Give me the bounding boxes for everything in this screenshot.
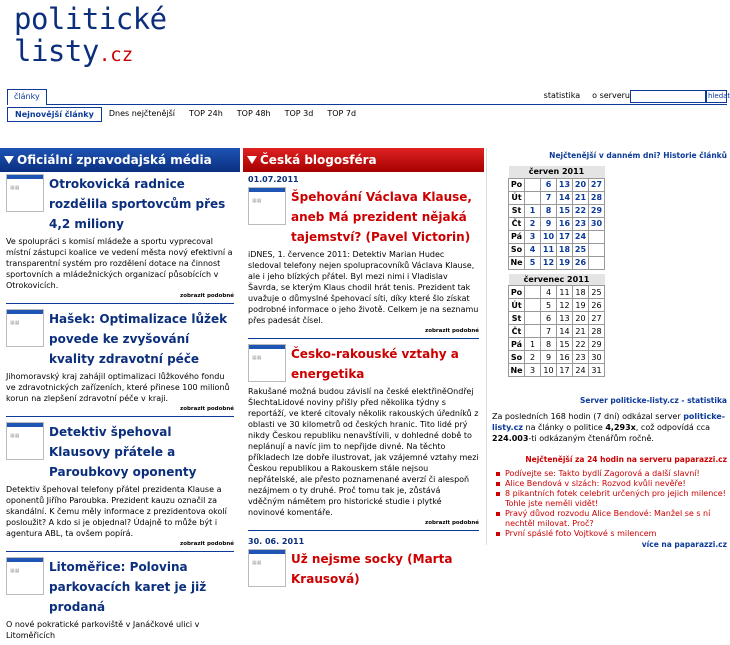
search-button[interactable]: hledat [706, 90, 727, 103]
history-link[interactable]: Nejčtenější v danném dni? Historie článků [549, 151, 727, 160]
article [6, 174, 234, 304]
blog-post [248, 344, 479, 531]
calendar-day: 23 [573, 351, 589, 364]
article-separator [6, 303, 234, 304]
article-perex: O nové pokratické parkoviště v Janáčkové ulici v Litoměřicích [6, 620, 200, 640]
article-separator [6, 551, 234, 552]
calendar-day-link[interactable]: 10 [541, 230, 557, 243]
calendar-empty-cell [525, 299, 541, 312]
calendar-july [508, 274, 605, 378]
article [6, 309, 234, 417]
calendar-day: 5 [541, 299, 557, 312]
calendar-weekday: Pá [509, 230, 525, 243]
calendar-weekday: Po [509, 178, 525, 191]
subtab-nejnovejsi[interactable]: Nejnovější články [7, 107, 102, 122]
post-separator [248, 338, 479, 339]
similar-link[interactable]: zobrazit podobné [180, 541, 234, 547]
calendar-empty-cell [589, 256, 605, 269]
blog-post [248, 536, 479, 589]
logo-tld: .cz [98, 44, 134, 66]
paparazzi-more-link[interactable]: více na paparazzi.cz [641, 540, 727, 549]
calendar-day: 11 [557, 286, 573, 299]
calendar-day: 14 [557, 325, 573, 338]
tab-clanky[interactable]: články [7, 89, 47, 105]
column-divider [486, 148, 487, 545]
calendar-weekday: Pá [509, 338, 525, 351]
calendar-day: 27 [589, 312, 605, 325]
calendar-day-link[interactable]: 7 [541, 191, 557, 204]
image-placeholder-icon: ▦▦ [10, 568, 20, 574]
calendar-day-link[interactable]: 9 [541, 217, 557, 230]
calendar-weekday: So [509, 243, 525, 256]
middle-column-heading [243, 148, 484, 172]
calendar-day: 24 [573, 364, 589, 377]
calendar-day: 21 [573, 325, 589, 338]
calendar-day-link[interactable]: 6 [541, 178, 557, 191]
calendar-day: 4 [541, 286, 557, 299]
calendar-empty-cell [525, 191, 541, 204]
paparazzi-item[interactable]: 8 pikantních fotek celebrit určených pro jejich milence! Tohle jste neměli vidět! [496, 489, 727, 509]
calendar-empty-cell [589, 230, 605, 243]
paparazzi-heading[interactable]: Nejčtenější za 24 hodin na serveru paparazzi.cz [525, 455, 727, 464]
calendar-day-link[interactable]: 15 [557, 204, 573, 217]
article-separator [6, 416, 234, 417]
calendar-day: 31 [589, 364, 605, 377]
calendar-day-link[interactable]: 22 [573, 204, 589, 217]
calendar-day: 19 [573, 299, 589, 312]
calendar-day: 12 [557, 299, 573, 312]
post-date: 01.07.2011 [248, 175, 299, 184]
paparazzi-item[interactable]: První spáslé foto Vojtkové s milencem [496, 529, 727, 539]
post-title-link[interactable]: Už nejsme socky (Marta Krausová) [291, 552, 453, 586]
calendar-weekday: Út [509, 191, 525, 204]
calendar-day-link[interactable]: 4 [525, 243, 541, 256]
post-thumbnail[interactable] [248, 549, 286, 587]
calendar-day: 25 [589, 286, 605, 299]
calendar-day-link[interactable]: 25 [573, 243, 589, 256]
article-thumbnail[interactable] [6, 174, 44, 212]
calendar-day-link[interactable]: 20 [573, 178, 589, 191]
calendar-day: 17 [557, 364, 573, 377]
calendar-day: 30 [589, 351, 605, 364]
calendar-day: 20 [573, 312, 589, 325]
calendar-day-link[interactable]: 2 [525, 217, 541, 230]
stats-text-4: -ti odkázaným čtenářům ročně. [528, 434, 654, 443]
calendar-day-link[interactable]: 30 [589, 217, 605, 230]
calendar-day-link[interactable]: 19 [557, 256, 573, 269]
post-thumbnail[interactable] [248, 344, 286, 382]
calendar-day-link[interactable]: 17 [557, 230, 573, 243]
subtab-top24[interactable]: TOP 24h [188, 109, 223, 118]
calendar-weekday: Ne [510, 365, 523, 375]
stats-text-1: Za posledních 168 hodin (7 dní) odkázal server [492, 412, 684, 421]
calendar-empty-cell [525, 286, 541, 299]
article-perex: Jihomoravský kraj zahájil optimalizaci lůžkového fondu ve zdravotnických zařízeních, které přinese 100 milionů korun na zlepšení zdravotní péče v kraji. [6, 372, 230, 403]
article-perex: Ve spolupráci s komisí mládeže a sportu vyprecoval místní zástupci koalice ve vedení města nový efektivní a transparentní systém pro rozdělení dotace na činnost sportovních a mládežnických organizací působících v Otrokovicích. [6, 237, 233, 290]
middle-column [248, 174, 479, 593]
calendar-day-link[interactable]: 16 [557, 217, 573, 230]
calendar-day: 28 [589, 325, 605, 338]
calendar-day-link[interactable]: 1 [525, 204, 541, 217]
article-title-link[interactable]: Litoměřice: Polovina parkovacích karet je již prodaná [49, 560, 207, 614]
calendar-day-link[interactable]: 8 [541, 204, 557, 217]
calendar-empty-cell [525, 178, 541, 191]
subtab-top48[interactable]: TOP 48h [236, 109, 271, 118]
calendar-day-link[interactable]: 13 [557, 178, 573, 191]
image-placeholder-icon: ▦▦ [10, 433, 20, 439]
stats-link[interactable]: Server politicke-listy.cz - statistika [579, 396, 727, 405]
right-column [490, 150, 727, 551]
similar-link[interactable]: zobrazit podobné [425, 520, 479, 526]
paparazzi-list [490, 469, 727, 539]
post-date: 30. 06. 2011 [248, 537, 305, 546]
article-title-link[interactable]: Otrokovická radnice rozdělila sportovcům přes 4,2 miliony [49, 177, 226, 231]
post-thumbnail[interactable] [248, 187, 286, 225]
image-placeholder-icon: ▦▦ [252, 560, 262, 566]
calendar-day: 13 [557, 312, 573, 325]
logo-word: listy [14, 34, 99, 68]
calendar-month: červenec 2011 [509, 274, 605, 286]
calendar-day: 18 [573, 286, 589, 299]
calendar-empty-cell [525, 312, 541, 325]
image-placeholder-icon: ▦▦ [10, 185, 20, 191]
stats-site-link[interactable]: politicke-listy.cz [492, 412, 726, 432]
calendar-weekday: Ne [510, 258, 523, 267]
stats-text [490, 411, 727, 444]
calendar-weekday: Út [509, 299, 525, 312]
logo-line1: politické [14, 2, 167, 36]
similar-link[interactable]: zobrazit podobné [425, 328, 479, 334]
subtabs [7, 107, 363, 122]
calendar-day-link[interactable]: 28 [589, 191, 605, 204]
triangle-down-icon [4, 156, 14, 164]
article [6, 422, 234, 552]
article-perex: Detektiv špehoval telefony přátel prezidenta Klause a oponentů Jiřího Paroubka. Prezident kauzu označil za skandální. K čemu měly informace z prezidentova okolí posloužit? A kdo si je objednal? Údajně to může být i agentura ABL, ta ovšem popírá. [6, 485, 227, 538]
calendar-day: 2 [525, 351, 541, 364]
calendar-day: 7 [541, 325, 557, 338]
nav-o-serveru[interactable]: o serveru [592, 91, 630, 100]
calendar-day: 1 [525, 338, 541, 351]
calendar-day-link[interactable]: 14 [557, 191, 573, 204]
calendar-day: 15 [557, 338, 573, 351]
left-heading-text: Oficiální zpravodajská média [17, 153, 212, 167]
calendar-june [508, 166, 605, 270]
post-separator [248, 530, 479, 531]
search-input[interactable] [630, 90, 706, 103]
calendar-day-link[interactable]: 21 [573, 191, 589, 204]
calendar-day-link[interactable]: 11 [541, 243, 557, 256]
calendar-day-link[interactable]: 3 [525, 230, 541, 243]
post-title-link[interactable]: Špehování Václava Klause, aneb Má prezident nějaká tajemství? (Pavel Victorin) [291, 190, 472, 244]
calendar-day-link[interactable]: 27 [589, 178, 605, 191]
post-perex: Rakušané možná budou závislí na české elektřiněOndřej ŠlechtaLidové noviny přišly před několika týdny s reportáží, ve které citovaly několik rakouských úředníků z oblasti ve 30 kilometrů od českých hranic. Tito lidé prý nikdy Českou republiku nenavštívili, v dohledné době to neplánují a navíc jim to nepřijde divné. Na těchto příkladech lze dobře ilustrovat, jak vzájemné vztahy mezi Českou republikou a Rakouskem stále nejsou nepřátelské, ale přesto poznamenané averzí či alespoň nezájmem o ty druhé. Proč tomu tak je, zůstává vděčným námětem pro historické studie i plytké novinové komentáře. [248, 387, 479, 517]
blog-post [248, 174, 479, 339]
calendar-day: 8 [541, 338, 557, 351]
post-title-link[interactable]: Česko-rakouské vztahy a energetika [291, 347, 459, 381]
calendar-month: červen 2011 [509, 166, 605, 178]
calendar-day: 3 [525, 364, 541, 377]
calendar-day: 6 [541, 312, 557, 325]
calendar-day: 16 [557, 351, 573, 364]
post-perex: iDNES, 1. července 2011: Detektiv Marian Hudec sledoval telefony nejen spolupracovníků Václava Klause, ale i jeho blízkých přátel. Byl mezi nimi i Vladislav Šavrda, se kterým Klaus chodil hrát tenis. Prezident tak uvažuje o důmyslné špehovací síti, díky které šlo získat podrobné informace o jeho životě. Celkem je na seznamu přes padesát čísel. [248, 250, 479, 325]
similar-link[interactable]: zobrazit podobné [180, 293, 234, 299]
calendar-day: 26 [589, 299, 605, 312]
calendar-day-link[interactable]: 29 [589, 204, 605, 217]
calendar-day-link[interactable]: 26 [573, 256, 589, 269]
paparazzi-item[interactable]: Pravý důvod rozvodu Alice Bendové: Manžel se s ní nechtěl milovat. Proč? [496, 509, 727, 529]
article-thumbnail[interactable] [6, 557, 44, 595]
calendar-day-link[interactable]: 23 [573, 217, 589, 230]
calendar-day: 9 [541, 351, 557, 364]
stats-text-2: na články o politice [523, 423, 606, 432]
calendar-day-link[interactable]: 24 [573, 230, 589, 243]
calendar-day-link[interactable]: 18 [557, 243, 573, 256]
calendar-weekday: Po [509, 286, 525, 299]
top-nav [544, 91, 630, 100]
calendar-day: 22 [573, 338, 589, 351]
paparazzi-item[interactable]: Podívejte se: Takto bydlí Zagorová a další slavní! [496, 469, 727, 479]
calendar-day-link[interactable]: 12 [541, 256, 557, 269]
calendar-weekday: So [509, 351, 525, 364]
article [6, 557, 234, 641]
stats-text-3: , což odpovídá cca [635, 423, 711, 432]
calendar-empty-cell [525, 325, 541, 338]
nav-statistika[interactable]: statistika [543, 91, 581, 100]
image-placeholder-icon: ▦▦ [10, 320, 20, 326]
calendar-day: 10 [541, 364, 557, 377]
calendar-day: 29 [589, 338, 605, 351]
stats-readers: 224.003 [492, 434, 529, 443]
left-column-heading [0, 148, 240, 172]
article-title-link[interactable]: Detektiv špehoval Klausovy přátele a Paroubkovy oponenty [49, 425, 197, 479]
similar-link[interactable]: zobrazit podobné [180, 406, 234, 412]
middle-heading-text: Česká blogosféra [260, 153, 377, 167]
image-placeholder-icon: ▦▦ [252, 355, 262, 361]
calendar-weekday: St [509, 312, 525, 325]
left-column [6, 174, 234, 645]
stats-count: 4,293x [605, 423, 636, 432]
triangle-down-icon [247, 156, 257, 164]
image-placeholder-icon: ▦▦ [252, 198, 262, 204]
calendar-empty-cell [589, 243, 605, 256]
calendar-weekday: Čt [509, 325, 525, 338]
calendar-weekday: Čt [509, 217, 525, 230]
article-title-link[interactable]: Hašek: Optimalizace lůžek povede ke zvyšování kvality zdravotní péče [49, 312, 228, 366]
article-thumbnail[interactable] [6, 309, 44, 347]
logo-line2 [14, 36, 167, 70]
subtab-top3d[interactable]: TOP 3d [284, 109, 314, 118]
paparazzi-item[interactable]: Alice Bendová v slzách: Rozvod kvůli nevěře! [496, 479, 727, 489]
subtab-dnes[interactable]: Dnes nejčtenější [108, 109, 175, 118]
calendar-day-link[interactable]: 5 [525, 256, 541, 269]
article-thumbnail[interactable] [6, 422, 44, 460]
site-logo[interactable] [14, 4, 167, 70]
subtab-top7d[interactable]: TOP 7d [327, 109, 357, 118]
calendar-weekday: St [509, 204, 525, 217]
